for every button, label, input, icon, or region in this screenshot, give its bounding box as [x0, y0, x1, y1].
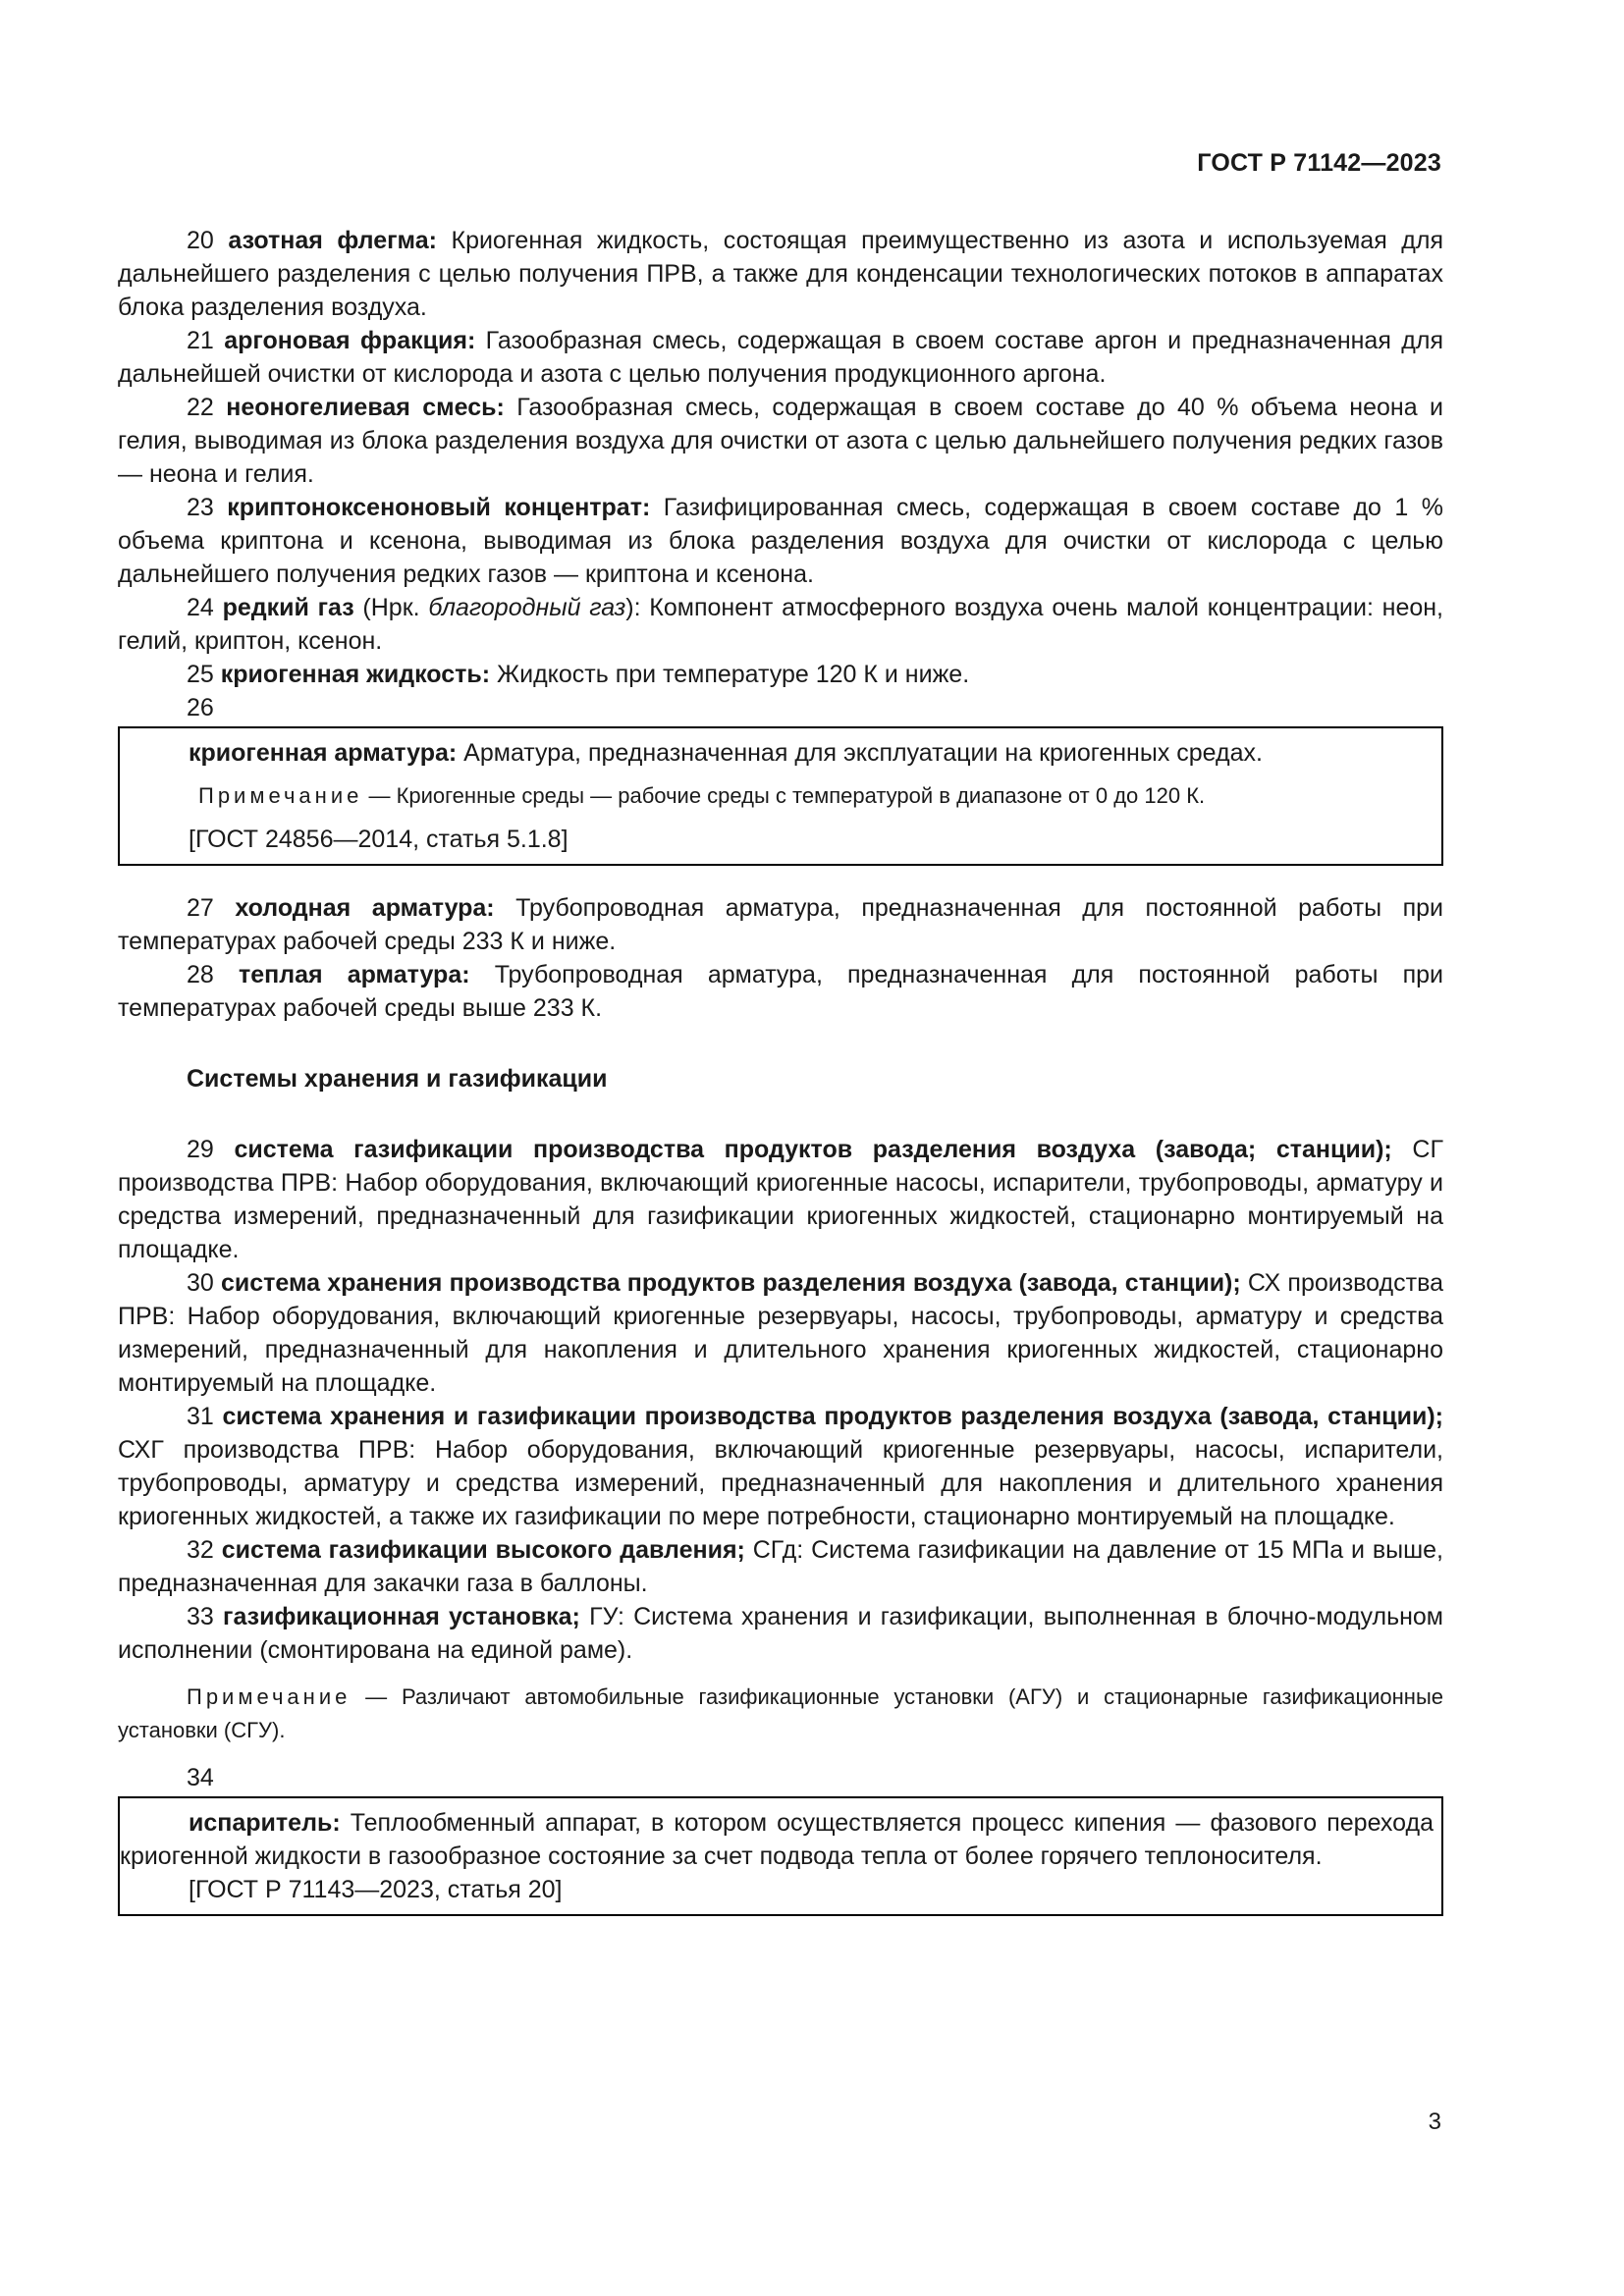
term-definition: СГд: Система газификации на давление от 15 МПа и выше, предназначенная для закачки газа в баллоны.: [118, 1536, 1443, 1597]
term-definition: СХГ производства ПРВ: Набор оборудования, включающий криогенные резервуары, насосы, испарители, трубопроводы, арматуру и средства измерений, предназначенный для накопления и длительного хранения криогенных жидкостей, а также их газификации по мере потребности, стационарно монтируемый на площадке.: [118, 1436, 1443, 1530]
term-number: 28: [187, 961, 214, 988]
term-32: [118, 1533, 1443, 1600]
term-number: 31: [187, 1403, 214, 1430]
term-number: 32: [187, 1536, 214, 1564]
term-definition: Газообразная смесь, содержащая в своем составе аргон и предназначенная для дальнейшей очистки от кислорода и азота с целью получения продукционного аргона.: [118, 327, 1443, 388]
term-34-box: [118, 1796, 1443, 1916]
term-number: 24: [187, 594, 214, 621]
term-definition: Криогенная жидкость, состоящая преимущественно из азота и используемая для дальнейшего разделения с целью получения ПРВ, а также для конденсации технологических потоков в аппаратах блока разделения воздуха.: [118, 227, 1443, 321]
term-27: [118, 891, 1443, 958]
term-definition: Жидкость при температуре 120 К и ниже.: [490, 661, 970, 688]
term-number: 27: [187, 894, 214, 922]
term-number: 25: [187, 661, 214, 688]
term-definition: Газифицированная смесь, содержащая в своем составе до 1 % объема криптона и ксенона, выводимая из блока разделения воздуха для очистки от кислорода с целью дальнейшего получения редких газов — криптона и ксенона.: [118, 494, 1443, 588]
term-name: система газификации высокого давления;: [221, 1536, 745, 1564]
note-text: — Криогенные среды — рабочие среды с температурой в диапазоне от 0 до 120 К.: [362, 783, 1206, 808]
term-name: неоногелиевая смесь:: [226, 394, 505, 421]
term-34-reference: [ГОСТ Р 71143—2023, статья 20]: [189, 1876, 563, 1903]
term-26-note: [120, 779, 1441, 813]
term-name: газификационная установка;: [223, 1603, 580, 1630]
term-name: криогенная жидкость:: [220, 661, 491, 688]
term-deprecated-synonym: благородный газ: [428, 594, 626, 621]
term-definition: Трубопроводная арматура, предназначенная для постоянной работы при температурах рабочей среды 233 К и ниже.: [118, 894, 1443, 955]
term-name: криптоноксеноновый концентрат:: [227, 494, 651, 521]
note-label: Примечание: [187, 1684, 352, 1709]
term-26-reference: [ГОСТ 24856—2014, статья 5.1.8]: [189, 826, 568, 853]
term-name: испаритель:: [189, 1809, 341, 1837]
page-number: 3: [1428, 2109, 1441, 2135]
term-definition: Трубопроводная арматура, предназначенная для постоянной работы при температурах рабочей среды выше 233 К.: [118, 961, 1443, 1022]
term-34-number: 34: [187, 1764, 214, 1791]
term-25: [118, 658, 1443, 691]
term-number: 20: [187, 227, 214, 254]
term-22: [118, 391, 1443, 491]
term-28: [118, 958, 1443, 1025]
term-number: 33: [187, 1603, 214, 1630]
term-name: система хранения и газификации производства продуктов разделения воздуха (завода, станции);: [222, 1403, 1443, 1430]
term-name: система газификации производства продуктов разделения воздуха (завода; станции);: [234, 1136, 1392, 1163]
term-definition: ): Компонент атмосферного воздуха очень малой концентрации: неон, гелий, криптон, ксенон.: [118, 594, 1444, 655]
term-name: редкий газ: [222, 594, 354, 621]
term-34: [120, 1806, 1441, 1873]
note-text: — Различают автомобильные газификационные установки (АГУ) и стационарные газификационные установки (СГУ).: [118, 1684, 1443, 1742]
term-name: система хранения производства продуктов разделения воздуха (завода, станции);: [221, 1269, 1241, 1297]
note-label: Примечание: [198, 783, 363, 808]
document-body: [118, 224, 1443, 1916]
term-definition: Газообразная смесь, содержащая в своем составе до 40 % объема неона и гелия, выводимая из блока разделения воздуха для очистки от азота с целью дальнейшего получения редких газов — неона и гелия.: [118, 394, 1443, 488]
term-26-box: [118, 726, 1443, 866]
term-number: 23: [187, 494, 214, 521]
section-title: Системы хранения и газификации: [187, 1065, 608, 1093]
term-name: теплая арматура:: [238, 961, 470, 988]
term-30: [118, 1266, 1443, 1400]
term-definition: ГУ: Система хранения и газификации, выполненная в блочно-модульном исполнении (смонтирована на единой раме).: [118, 1603, 1443, 1664]
term-33: [118, 1600, 1443, 1667]
term-26: [120, 736, 1441, 770]
term-29: [118, 1133, 1443, 1266]
term-deprecated-prefix: (Нрк.: [353, 594, 429, 621]
term-20: [118, 224, 1443, 324]
term-number: 22: [187, 394, 214, 421]
term-21: [118, 324, 1443, 391]
term-31: [118, 1400, 1443, 1533]
term-name: холодная арматура:: [235, 894, 495, 922]
term-26-number: 26: [187, 694, 214, 721]
term-definition: Арматура, предназначенная для эксплуатации на криогенных средах.: [457, 739, 1263, 767]
term-definition: СГ производства ПРВ: Набор оборудования, включающий криогенные насосы, испарители, трубопроводы, арматуру и средства измерений, предназначенный для газификации криогенных жидкостей, стационарно монтируемый на площадке.: [118, 1136, 1443, 1263]
term-name: криогенная арматура:: [189, 739, 458, 767]
term-number: 21: [187, 327, 214, 354]
term-number: 30: [187, 1269, 214, 1297]
term-name: аргоновая фракция:: [224, 327, 476, 354]
term-24: [118, 591, 1443, 658]
term-name: азотная флегма:: [228, 227, 437, 254]
term-number: 29: [187, 1136, 214, 1163]
term-23: [118, 491, 1443, 591]
spacer: [118, 866, 1443, 891]
term-definition: Теплообменный аппарат, в котором осуществляется процесс кипения — фазового перехода криогенной жидкости в газообразное состояние за счет подвода тепла от более горячего теплоносителя.: [120, 1809, 1434, 1870]
term-33-note: [118, 1681, 1443, 1747]
term-definition: СХ производства ПРВ: Набор оборудования, включающий криогенные резервуары, насосы, трубопроводы, арматуру и средства измерений, предназначенный для накопления и длительного хранения криогенных жидкостей, стационарно монтируемый на площадке.: [118, 1269, 1443, 1397]
document-code: ГОСТ Р 71142—2023: [1197, 149, 1441, 177]
